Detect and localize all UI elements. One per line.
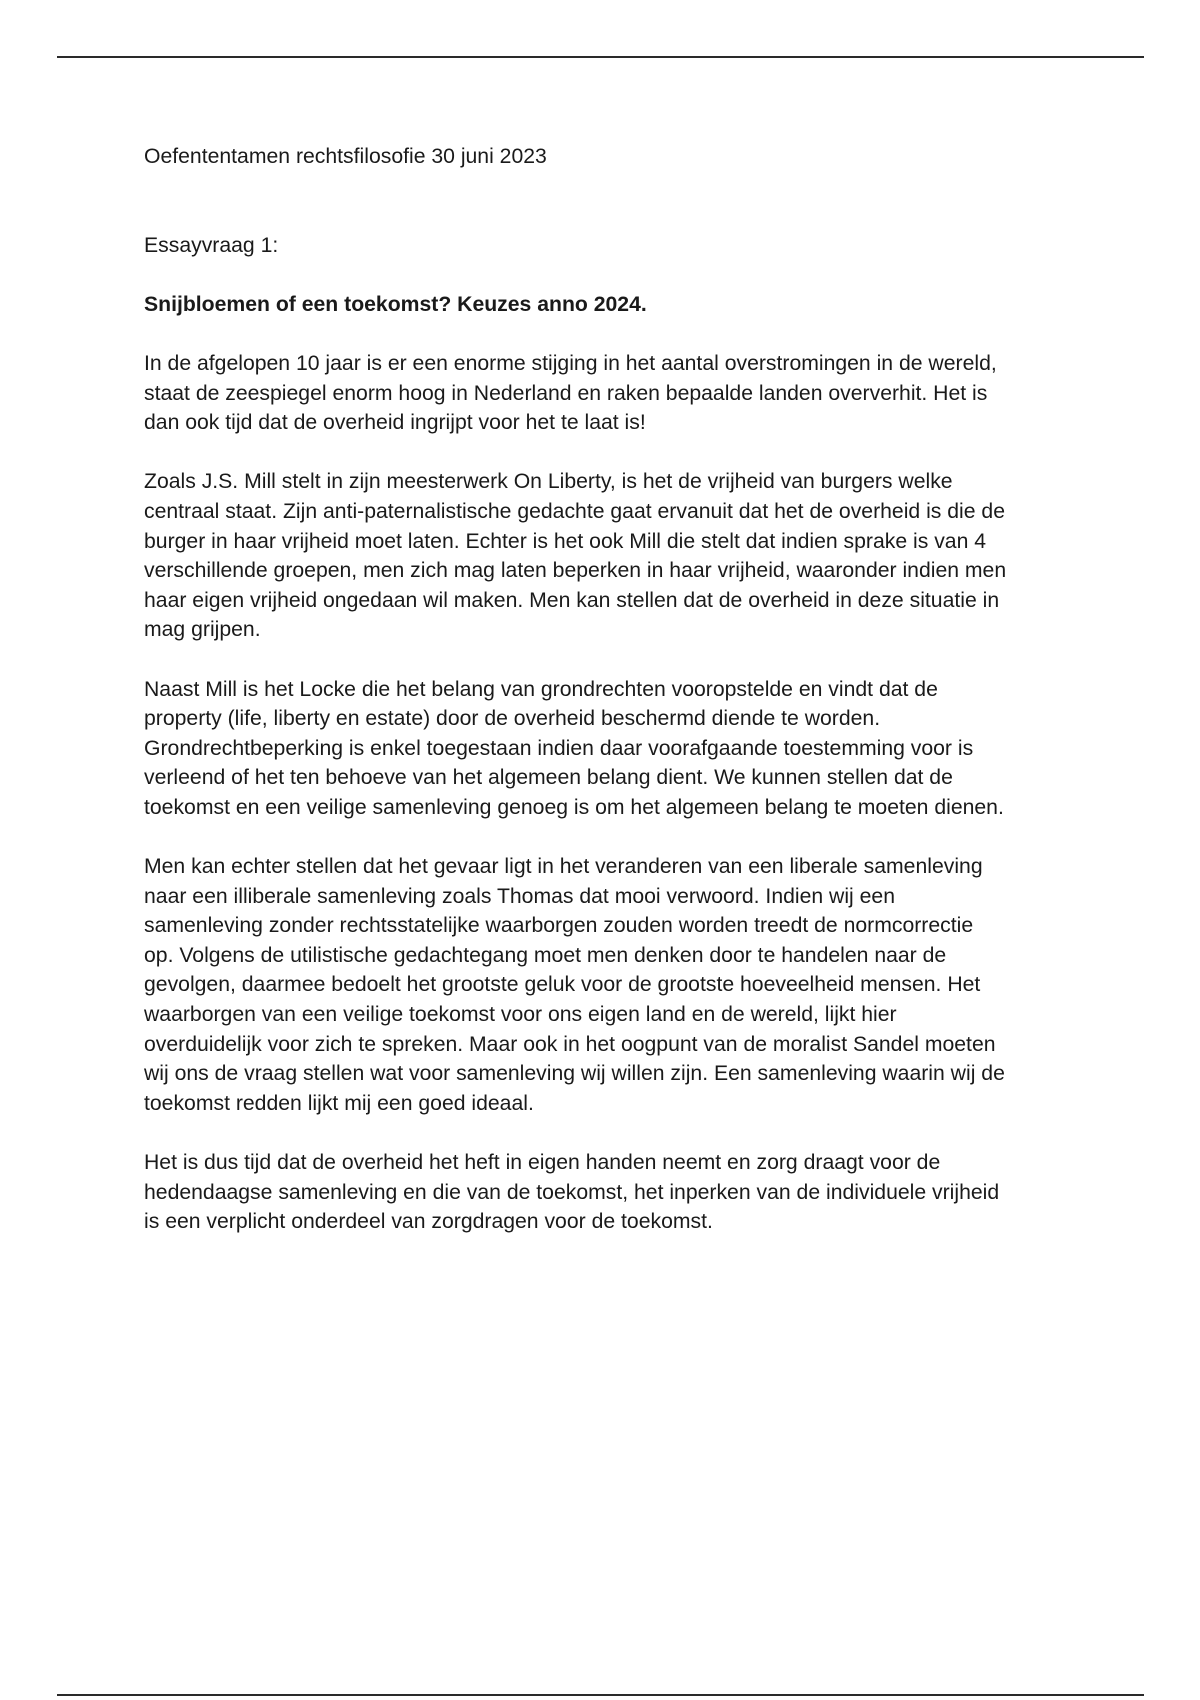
paragraph-line: op. Volgens de utilistische gedachtegang moet men denken door te handelen naar de (144, 943, 947, 967)
paragraph-line: burger in haar vrijheid moet laten. Echter is het ook Mill die stelt dat indien sprake is van 4 (144, 529, 987, 553)
paragraph-line: staat de zeespiegel enorm hoog in Nederland en raken bepaalde landen oververhit. Het is (144, 381, 988, 405)
document-body (144, 142, 1064, 1266)
paragraph-2 (144, 467, 1064, 645)
essay-heading: Snijbloemen of een toekomst? Keuzes anno 2024. (144, 292, 647, 316)
paragraph-line: verschillende groepen, men zich mag laten beperken in haar vrijheid, waaronder indien men (144, 559, 1007, 583)
paragraph-line: naar een illiberale samenleving zoals Thomas dat mooi verwoord. Indien wij een (144, 884, 895, 908)
paragraph-4 (144, 852, 1064, 1118)
paragraph-line: hedendaagse samenleving en die van de toekomst, het inperken van de individuele vrijheid (144, 1180, 1000, 1204)
paragraph-line: toekomst redden lijkt mij een goed ideaal. (144, 1091, 534, 1115)
paragraph-line: waarborgen van een veilige toekomst voor ons eigen land en de wereld, lijkt hier (144, 1003, 897, 1027)
paragraph-1 (144, 349, 1064, 438)
paragraph-line: Naast Mill is het Locke die het belang van grondrechten vooropstelde en vindt dat de (144, 677, 938, 701)
paragraph-3 (144, 675, 1064, 823)
paragraph-line: toekomst en een veilige samenleving genoeg is om het algemeen belang te moeten dienen. (144, 795, 1004, 819)
paragraph-line: Grondrechtbeperking is enkel toegestaan indien daar voorafgaande toestemming voor is (144, 736, 974, 760)
paragraph-line: is een verplicht onderdeel van zorgdragen voor de toekomst. (144, 1210, 713, 1234)
paragraph-line: Zoals J.S. Mill stelt in zijn meesterwerk On Liberty, is het de vrijheid van burgers welke (144, 470, 953, 494)
question-label: Essayvraag 1: (144, 233, 279, 257)
paragraph-line: mag grijpen. (144, 618, 261, 642)
paragraph-line: samenleving zonder rechtsstatelijke waarborgen zouden worden treedt de normcorrectie (144, 914, 974, 938)
paragraph-line: Het is dus tijd dat de overheid het heft in eigen handen neemt en zorg draagt voor de (144, 1151, 941, 1174)
document-title: Oefententamen rechtsfilosofie 30 juni 2023 (144, 145, 547, 168)
paragraph-line: verleend of het ten behoeve van het algemeen belang dient. We kunnen stellen dat de (144, 766, 953, 790)
paragraph-line: wij ons de vraag stellen wat voor samenleving wij willen zijn. Een samenleving waarin wij de (144, 1062, 1005, 1086)
paragraph-line: In de afgelopen 10 jaar is er een enorme stijging in het aantal overstromingen in de wereld, (144, 351, 997, 375)
paragraph-5 (144, 1148, 1064, 1237)
paragraph-line: dan ook tijd dat de overheid ingrijpt voor het te laat is! (144, 411, 646, 435)
paragraph-line: property (life, liberty en estate) door de overheid beschermd diende te worden. (144, 707, 881, 731)
footer-rule (57, 1694, 1144, 1696)
header-rule (57, 56, 1144, 58)
paragraph-line: centraal staat. Zijn anti-paternalistische gedachte gaat ervanuit dat het de overheid is die de (144, 499, 1005, 523)
paragraph-line: gevolgen, daarmee bedoelt het grootste geluk voor de grootste hoeveelheid mensen. Het (144, 973, 981, 997)
paragraph-line: Men kan echter stellen dat het gevaar ligt in het veranderen van een liberale samenleving (144, 855, 983, 879)
paragraph-line: overduidelijk voor zich te spreken. Maar ook in het oogpunt van de moralist Sandel moeten (144, 1032, 996, 1056)
paragraph-line: haar eigen vrijheid ongedaan wil maken. Men kan stellen dat de overheid in deze situatie in (144, 588, 1000, 612)
